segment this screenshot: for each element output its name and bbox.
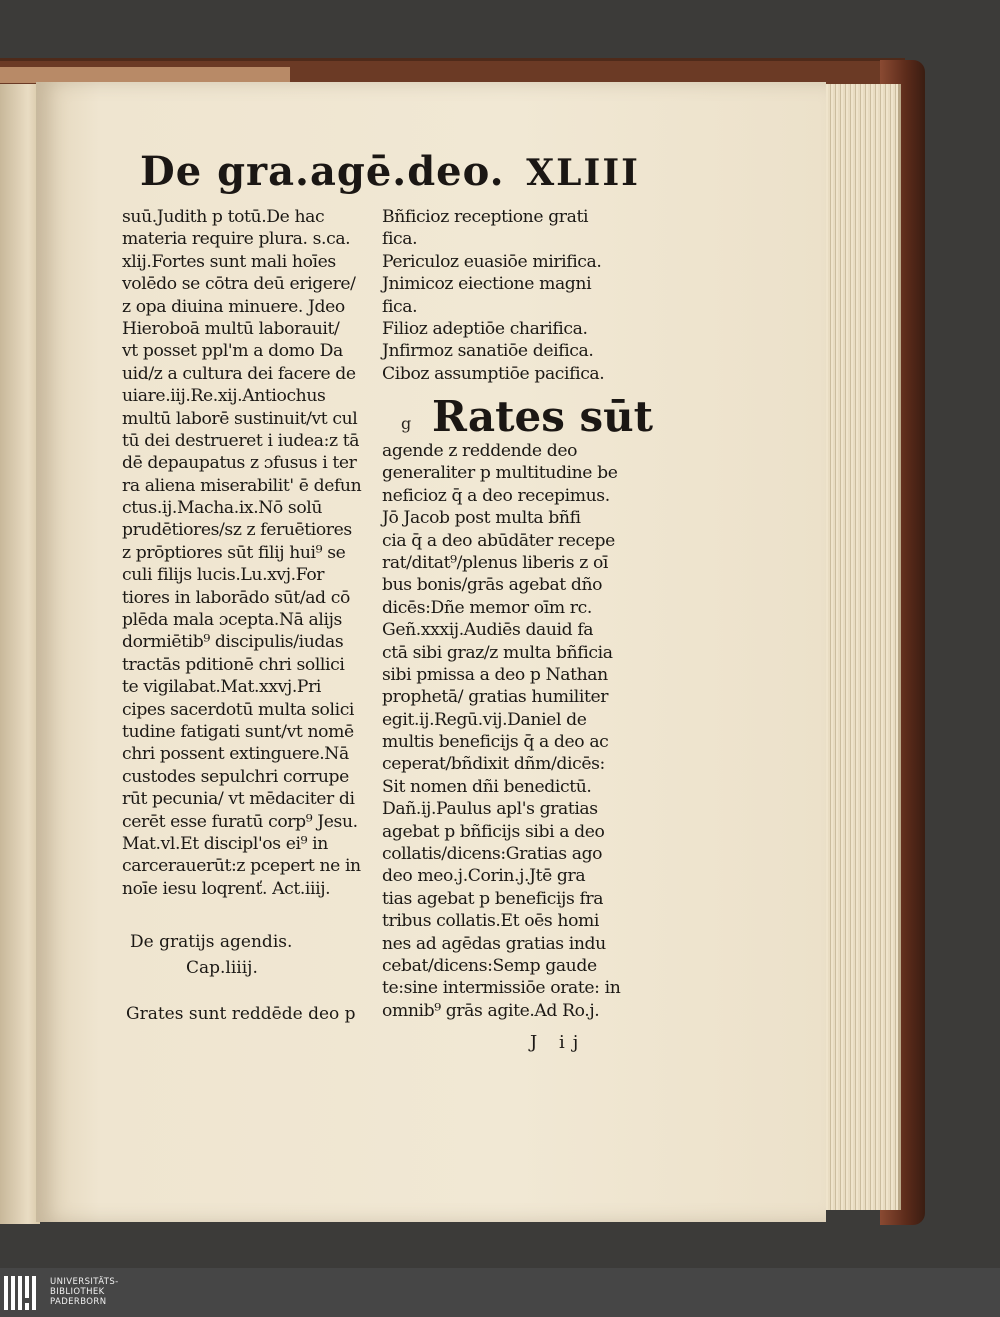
- text-line: carcerauerūt:z pcepert ne in: [122, 856, 361, 877]
- text-line: tias agebat p beneficijs fra: [382, 888, 604, 909]
- folio-number: XLIII: [526, 152, 640, 194]
- text-line: fica.: [382, 229, 418, 250]
- text-line: prophetā/ gratias humiliter: [382, 687, 609, 708]
- text-line: materia require plura. s.ca.: [122, 229, 351, 250]
- text-line: z opa diuina minuere. Jdeo: [122, 296, 345, 317]
- text-line: Sit nomen dñi benedictū.: [382, 776, 592, 797]
- text-line: neficioz q̄ a deo recepimus.: [382, 485, 610, 506]
- page-edges: [818, 84, 901, 1210]
- text-line: dormiētib⁹ discipulis/iudas: [122, 632, 344, 653]
- running-head-title: De gra.agē.deo.: [140, 148, 505, 195]
- text-line: rūt pecunia/ vt mēdaciter di: [122, 789, 355, 810]
- text-line: Bñficioz receptione grati: [382, 207, 589, 227]
- library-footer: [0, 1268, 1000, 1317]
- running-head: [140, 148, 640, 200]
- initial-heading: Rates sūt: [432, 392, 654, 441]
- text-line: dē depaupatus z ɔfusus i ter: [122, 453, 357, 474]
- left-page-edge: [0, 84, 40, 1224]
- text-line: ctā sibi graz/z multa bñficia: [382, 642, 613, 663]
- signature-mark: J ij: [530, 1032, 587, 1053]
- text-line: Filioz adeptiōe charifica.: [382, 318, 588, 339]
- library-name: UNIVERSITÄTS- BIBLIOTHEK PADERBORN: [50, 1277, 119, 1307]
- text-line: custodes sepulchri corrupe: [122, 766, 349, 787]
- marginal-letter: g: [401, 414, 412, 433]
- text-line: cebat/dicens:Semp gaude: [382, 955, 597, 976]
- text-line: generaliter p multitudine be: [382, 463, 618, 484]
- text-line: cia q̄ a deo abūdāter recepe: [382, 530, 615, 551]
- text-line: volēdo se cōtra deū erigere/: [122, 274, 356, 295]
- text-line: cipes sacerdotū multa solici: [122, 699, 355, 720]
- text-line: noīe iesu loqrenť. Act.iiij.: [122, 878, 331, 899]
- text-line: ceperat/bñdixit dñm/dicēs:: [382, 754, 605, 775]
- text-line: egit.ij.Regū.vij.Daniel de: [382, 709, 587, 730]
- left-text-column: [122, 206, 372, 900]
- text-line: z prōptiores sūt filij hui⁹ se: [122, 542, 346, 563]
- left-bottom-line: Grates sunt reddēde deo p: [126, 1004, 356, 1024]
- text-line: Hieroboā multū laborauit/: [122, 318, 340, 339]
- text-line: tractās pditionē chri sollici: [122, 654, 345, 675]
- text-line: Geñ.xxxij.Audiēs dauid fa: [382, 620, 594, 641]
- text-line: omnib⁹ grās agite.Ad Ro.j.: [382, 1000, 600, 1021]
- text-line: Mat.vl.Et discipl'os ei⁹ in: [122, 833, 328, 854]
- text-line: uid/z a cultura dei facere de: [122, 363, 356, 384]
- text-line: tū dei destrueret i iudea:z tā: [122, 430, 360, 451]
- text-line: ra aliena miserabilit' ē defun: [122, 475, 362, 496]
- text-line: multis beneficijs q̄ a deo ac: [382, 732, 609, 753]
- right-text-column: [382, 440, 644, 1022]
- text-line: bus bonis/grās agebat dño: [382, 575, 603, 596]
- text-line: agebat p bñficijs sibi a deo: [382, 821, 605, 842]
- text-line: fica.: [382, 296, 418, 317]
- text-line: sibi pmissa a deo p Nathan: [382, 664, 608, 685]
- text-line: culi filijs lucis.Lu.xvj.For: [122, 565, 325, 586]
- text-line: Jō Jacob post multa bñfi: [382, 508, 581, 529]
- text-line: dicēs:Dñe memor oīm rc.: [382, 597, 592, 618]
- text-line: Ciboz assumptiōe pacifica.: [382, 363, 605, 384]
- text-line: Dañ.ij.Paulus apl's gratias: [382, 799, 598, 820]
- text-line: collatis/dicens:Gratias ago: [382, 844, 603, 865]
- text-line: Jnfirmoz sanatiōe deifica.: [382, 341, 594, 362]
- text-line: te vigilabat.Mat.xxvj.Pri: [122, 677, 321, 698]
- text-line: rat/ditat⁹/plenus liberis z oī: [382, 552, 609, 573]
- right-text-column-top: [382, 206, 644, 385]
- text-line: Jnimicoz eiectione magni: [382, 274, 592, 295]
- text-line: chri possent extinguere.Nā: [122, 744, 349, 765]
- text-line: xlij.Fortes sunt mali hoīes: [122, 251, 336, 272]
- text-line: nes ad agēdas gratias indu: [382, 933, 606, 954]
- chapter-heading-line2: Cap.liiij.: [186, 958, 258, 978]
- text-line: suū.Judith p totū.De hac: [122, 207, 325, 227]
- text-line: plēda mala ɔcepta.Nā alijs: [122, 610, 342, 631]
- text-line: vt posset ppl'm a domo Da: [122, 341, 343, 362]
- text-line: uiare.iij.Re.xij.Antiochus: [122, 386, 326, 407]
- text-line: prudētiores/sz z feruētiores: [122, 520, 352, 541]
- text-line: agende z reddende deo: [382, 441, 578, 461]
- text-line: cerēt esse furatū corp⁹ Jesu.: [122, 811, 358, 832]
- text-line: tudine fatigati sunt/vt nomē: [122, 721, 354, 742]
- text-line: Periculoz euasiōe mirifica.: [382, 251, 602, 272]
- text-line: ctus.ij.Macha.ix.Nō solū: [122, 498, 323, 519]
- text-line: tribus collatis.Et oēs homi: [382, 911, 600, 932]
- text-line: te:sine intermissiōe orate: in: [382, 978, 621, 999]
- text-line: tiores in laborādo sūt/ad cō: [122, 587, 350, 608]
- text-line: multū laborē sustinuit/vt cul: [122, 408, 358, 429]
- library-logo-icon: [4, 1276, 44, 1310]
- text-line: deo meo.j.Corin.j.Jtē gra: [382, 866, 586, 887]
- chapter-heading-line1: De gratijs agendis.: [130, 932, 293, 952]
